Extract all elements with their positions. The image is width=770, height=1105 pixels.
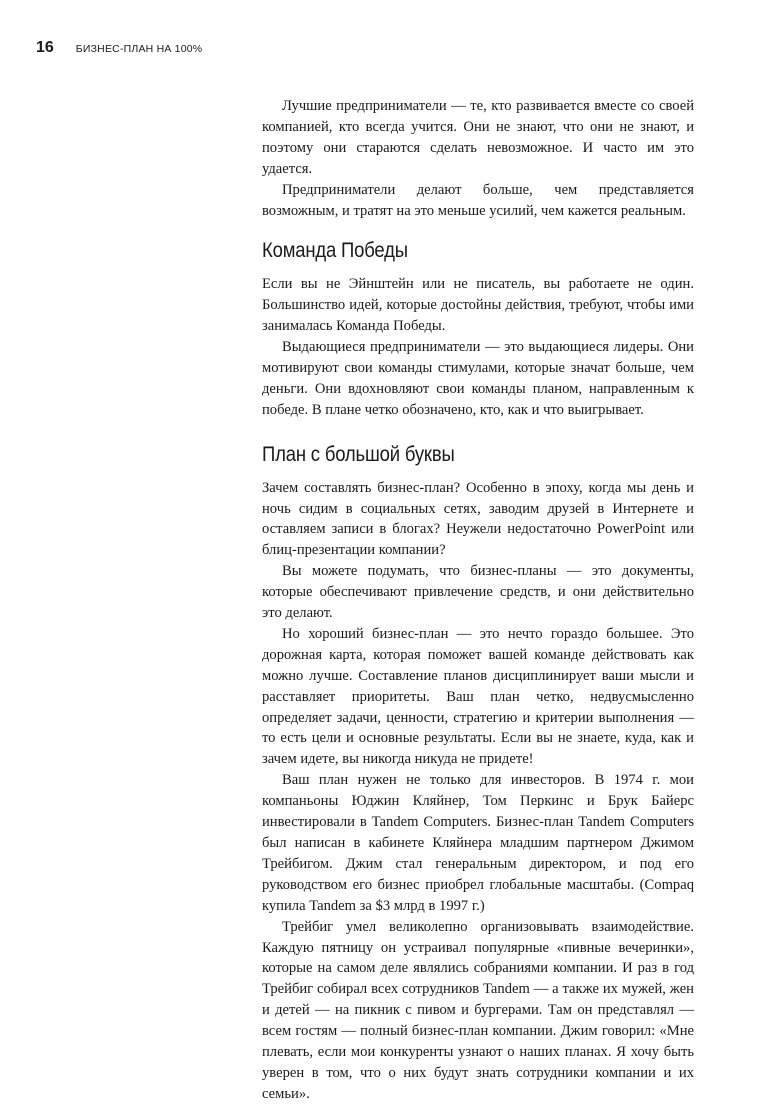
intro-paragraph-2: Предприниматели делают больше, чем представляется возможным, и тратят на это меньше усилий, чем кажется реальным.: [262, 181, 694, 219]
team-paragraph-1: Если вы не Эйнштейн или не писатель, вы работаете не один. Большинство идей, которые достойны действия, требуют, чтобы ими занималась Команда Победы.: [262, 276, 694, 335]
plan-paragraph-5: Трейбиг умел великолепно организовывать взаимодействие. Каждую пятницу он устраивал популярные «пивные вечеринки», которые на самом деле являлись собраниями компании. И раз в год Трейбиг собирал всех сотрудников Tandem — а также их мужей, жен и детей — на пикник с пивом и бургерами. Там он представлял — всем гостям — полный бизнес-план компании. Джим говорил: «Мне плевать, если мои конкуренты узнают о наших планах. Я хочу быть уверен в том, что о них будут знать сотрудники компании и их семьи».: [262, 918, 694, 1102]
plan-paragraph-3: Но хороший бизнес-план — это нечто гораздо большее. Это дорожная карта, которая поможет вашей команде действовать как можно лучше. Составление планов дисциплинирует ваши мысли и расставляет приоритеты. Ваш план четко, недвусмысленно определяет задачи, ценности, стратегию и критерии выполнения — то есть цели и основные результаты. Если вы не знаете, куда, как и зачем идете, вы никогда никуда не придете!: [262, 625, 694, 768]
page-body: [262, 96, 694, 1105]
section-heading-plan: План с большой буквы: [262, 442, 455, 466]
running-head: [36, 39, 202, 57]
team-paragraph-2: Выдающиеся предприниматели — это выдающиеся лидеры. Они мотивируют свои команды стимулами, которые значат больше, чем деньги. Они вдохновляют свои команды планом, направленным к победе. В плане четко обозначено, кто, как и что выигрывает.: [262, 339, 694, 418]
intro-paragraph-1: Лучшие предприниматели — те, кто развивается вместе со своей компанией, кто всегда учится. Они не знают, что они не знают, и поэтому они стараются сделать невозможное. И часто им это удается.: [262, 98, 694, 177]
plan-paragraph-4: Ваш план нужен не только для инвесторов. В 1974 г. мои компаньоны Юджин Кляйнер, Том Перкинс и Брук Байерс инвестировали в Tandem Computers. Бизнес-план Tandem Computers был написан в кабинете Кляйнера младшим партнером Джимом Трейбигом. Джим стал генеральным директором, и под его руководством его бизнес приобрел глобальные масштабы. (Compaq купила Tandem за $3 млрд в 1997 г.): [262, 772, 694, 914]
plan-paragraph-1: Зачем составлять бизнес-план? Особенно в эпоху, когда мы день и ночь сидим в социальных сетях, заводим друзей в Интернете и оставляем записи в блогах? Неужели недостаточно PowerPoint или блиц-презентации компании?: [262, 479, 694, 559]
section-heading-team: Команда Победы: [262, 239, 408, 263]
plan-paragraph-2: Вы можете подумать, что бизнес-планы — это документы, которые обеспечивают привлечение средств, и они действительно это делают.: [262, 563, 694, 622]
book-title: БИЗНЕС-ПЛАН НА 100%: [75, 43, 203, 55]
page-number: 16: [36, 39, 54, 56]
